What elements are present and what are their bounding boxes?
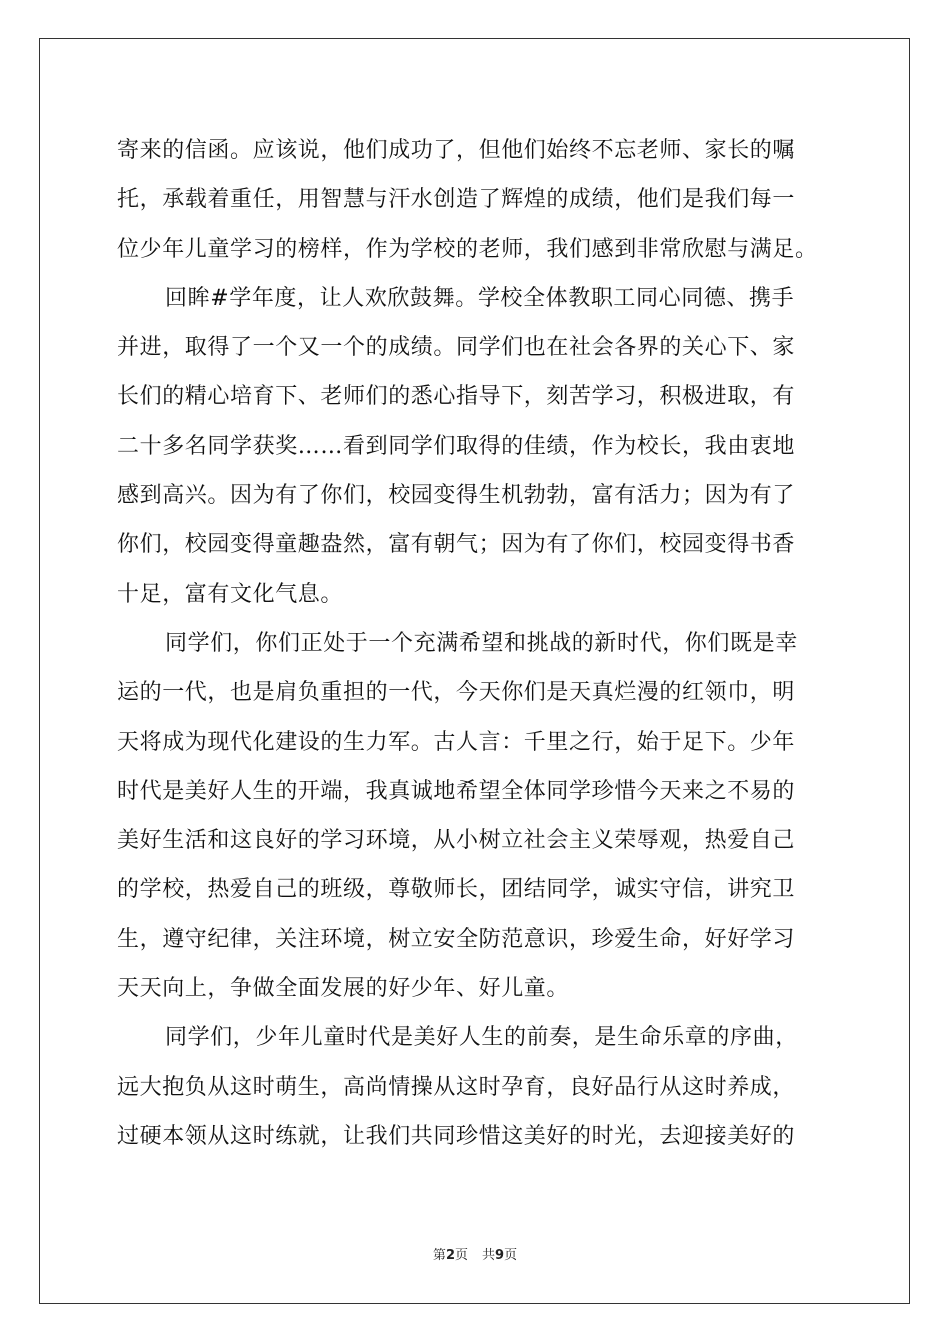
text-line: 你们，校园变得童趣盎然，富有朝气；因为有了你们，校园变得书香: [117, 532, 796, 558]
text-line: 运的一代，也是肩负重担的一代，今天你们是天真烂漫的红领巾，明: [117, 680, 796, 706]
text-line: 寄来的信函。应该说，他们成功了，但他们始终不忘老师、家长的嘱: [117, 138, 796, 163]
text-line: 远大抱负从这时萌生，高尚情操从这时孕育，良好品行从这时养成，: [117, 1074, 796, 1100]
paragraph-start-line: 同学们，你们正处于一个充满希望和挑战的新时代，你们既是幸: [165, 630, 798, 656]
text-line: 二十多名同学获奖……看到同学们取得的佳绩，作为校长，我由衷地: [117, 433, 796, 459]
page-footer: [0, 1247, 950, 1265]
page-suffix: 页: [454, 1248, 468, 1263]
page-number: 2: [445, 1248, 455, 1263]
text-line: 并进，取得了一个又一个的成绩。同学们也在社会各界的关心下、家: [117, 335, 796, 361]
text-line: 感到高兴。因为有了你们，校园变得生机勃勃，富有活力；因为有了: [117, 483, 796, 509]
text-line: 位少年儿童学习的榜样，作为学校的老师，我们感到非常欣慰与满足。: [117, 236, 818, 262]
text-line: 生，遵守纪律，关注环境，树立安全防范意识，珍爱生命，好好学习: [117, 926, 796, 952]
text-line: 天天向上，争做全面发展的好少年、好儿童。: [117, 976, 570, 1002]
text-line: 长们的精心培育下、老师们的悉心指导下，刻苦学习，积极进取，有: [117, 384, 796, 410]
text-line: 托，承载着重任，用智慧与汗水创造了辉煌的成绩，他们是我们每一: [117, 187, 796, 213]
paragraph-start-line: 同学们，少年儿童时代是美好人生的前奏，是生命乐章的序曲，: [165, 1025, 798, 1051]
text-line: 的学校，热爱自己的班级，尊敬师长，团结同学，诚实守信，讲究卫: [117, 877, 796, 903]
text-line: 美好生活和这良好的学习环境，从小树立社会主义荣辱观，热爱自己: [117, 828, 796, 854]
page-prefix: 第: [432, 1248, 446, 1263]
document-body: [117, 126, 837, 1161]
text-line: 天将成为现代化建设的生力军。古人言：千里之行，始于足下。少年: [117, 729, 796, 755]
total-suffix: 页: [504, 1248, 518, 1263]
text-line: 时代是美好人生的开端，我真诚地希望全体同学珍惜今天来之不易的: [117, 778, 796, 804]
total-prefix: 共: [482, 1248, 496, 1263]
paragraph-start-line: 回眸#学年度，让人欢欣鼓舞。学校全体教职工同心同德、携手: [165, 285, 795, 311]
text-line: 十足，富有文化气息。: [117, 581, 344, 607]
total-pages: 9: [495, 1248, 505, 1263]
text-line: 过硬本领从这时练就，让我们共同珍惜这美好的时光，去迎接美好的: [117, 1123, 796, 1149]
